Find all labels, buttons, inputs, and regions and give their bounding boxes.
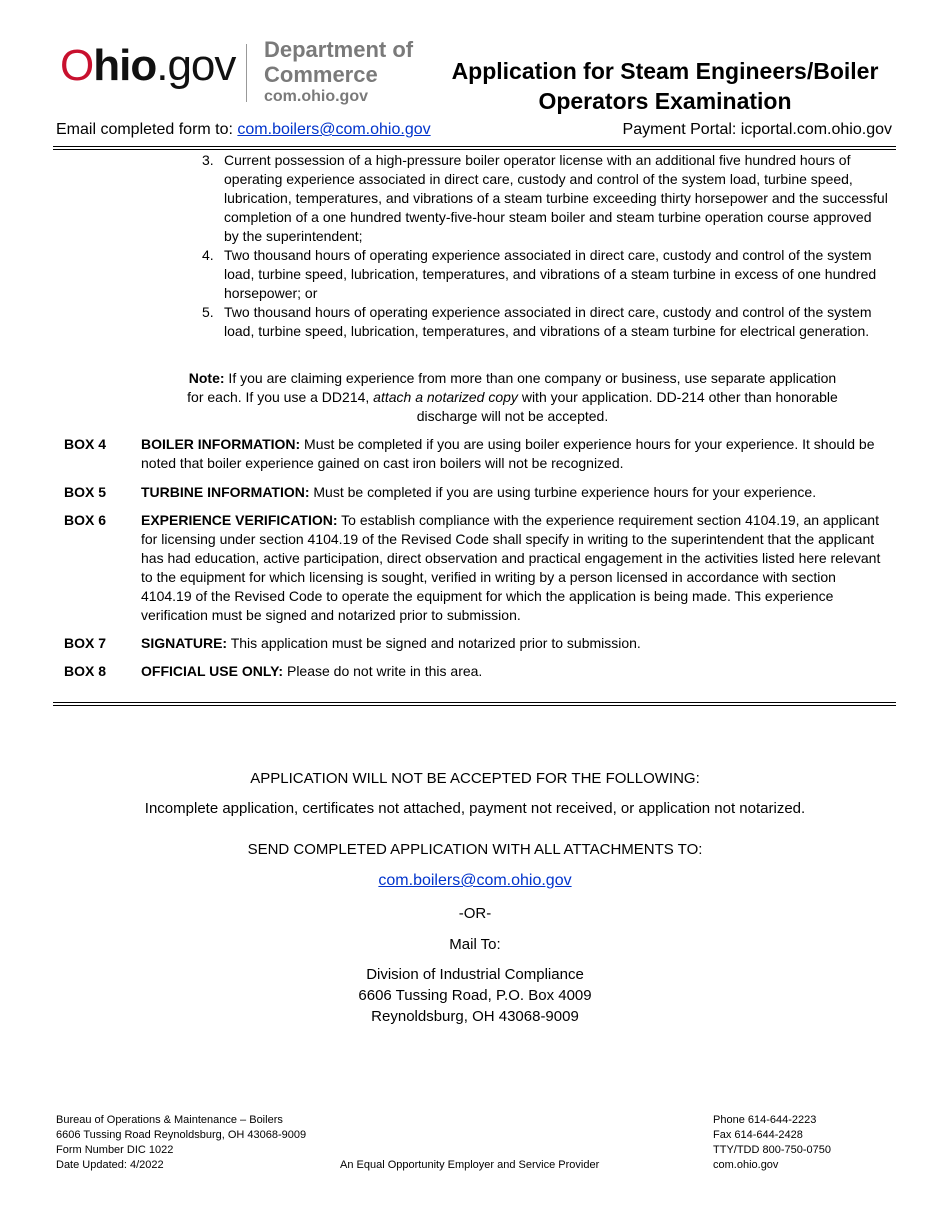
page-title: Application for Steam Engineers/Boiler Operators Examination	[451, 58, 879, 114]
box-4-instructions: BOX 4 BOILER INFORMATION: Must be completed if you are using boiler experience hours for your experience. It should be noted that boiler experience gained on cast iron boilers will not be recognized.	[64, 436, 875, 471]
note-paragraph: Note: If you are claiming experience from more than one company or business, use separate application for each. If you use a DD214, attach a notarized copy with your application. DD-214 other than honorable discharge will not be accepted.	[187, 370, 838, 424]
box-6-instructions: BOX 6 EXPERIENCE VERIFICATION: To establish compliance with the experience requirement section 4104.19, an applicant for licensing under section 4104.19 of the Revised Code shall specify in writing to the superintendent that the applicant has had education, active participation, direct observation and practical engagement in the activities listed here relevant to the equipment for which licensing is sought, verified in writing by a person licensed in accordance with section 4104.19 of the Revised Code to operate the equipment for which the application is being made. This experience verification must be signed and notarized prior to submission.	[64, 512, 881, 623]
send-email	[0, 872, 950, 890]
box-7-instructions: BOX 7 SIGNATURE: This application must be signed and notarized prior to submission.	[64, 635, 641, 651]
logo-divider	[246, 44, 247, 102]
department-logo: Department of Commerce com.ohio.gov	[264, 37, 414, 105]
send-email-link[interactable]: com.boilers@com.ohio.gov	[378, 872, 572, 889]
box-5-instructions: BOX 5 TURBINE INFORMATION: Must be completed if you are using turbine experience hours for your experience.	[64, 484, 817, 500]
address-line-1: Division of Industrial Compliance	[366, 966, 584, 983]
footer-left: Bureau of Operations & Maintenance – Boilers 6606 Tussing Road Reynoldsburg, OH 43068-9009 Form Number DIC 1022 Date Updated: 4/2022	[56, 1114, 307, 1171]
footer-equal-opportunity: An Equal Opportunity Employer and Service Provider	[340, 1159, 600, 1171]
email-line: Email completed form to: com.boilers@com.ohio.gov	[56, 121, 431, 138]
section-divider	[53, 702, 896, 706]
box-8-instructions: BOX 8 OFFICIAL USE ONLY: Please do not write in this area.	[64, 663, 483, 679]
list-item: 4. Two thousand hours of operating experience associated in direct care, custody and control of the system load, turbine speed, lubrication, temperatures, and vibrations of a steam turbine in excess of one hundred horsepower; or	[202, 247, 877, 301]
requirements-list	[190, 151, 890, 341]
list-item: 3. Current possession of a high-pressure boiler operator license with an additional five hundred hours of operating experience associated in direct care, custody and control of the system load, turbine speed, lubrication, temperatures, and vibrations of a steam turbine exceeding thirty horsepower and the successful completion of a one hundred twenty-five-hour steam boiler and steam turbine operation course approved by the superintendent;	[202, 152, 888, 244]
send-heading: SEND COMPLETED APPLICATION WITH ALL ATTACHMENTS TO:	[247, 841, 703, 858]
not-accepted-heading: APPLICATION WILL NOT BE ACCEPTED FOR THE FOLLOWING:	[250, 770, 700, 787]
list-item: 5. Two thousand hours of operating experience associated in direct care, custody and control of the system load, turbine speed, lubrication, temperatures, and vibrations of a steam turbine for electrical generation.	[202, 304, 872, 339]
not-accepted-reasons: Incomplete application, certificates not attached, payment not received, or application not notarized.	[144, 800, 806, 817]
or-separator: -OR-	[458, 905, 492, 922]
header-email-link[interactable]: com.boilers@com.ohio.gov	[237, 121, 431, 138]
header-divider	[53, 146, 896, 150]
address-line-2: 6606 Tussing Road, P.O. Box 4009	[358, 987, 592, 1004]
mail-to-label: Mail To:	[449, 936, 501, 953]
address-line-3: Reynoldsburg, OH 43068-9009	[371, 1008, 579, 1025]
footer-right: Phone 614-644-2223 Fax 614-644-2428 TTY/TDD 800-750-0750 com.ohio.gov	[713, 1114, 831, 1171]
payment-portal: Payment Portal: icportal.com.ohio.gov	[622, 121, 892, 138]
ohio-gov-logo: Ohio.gov	[60, 41, 236, 90]
